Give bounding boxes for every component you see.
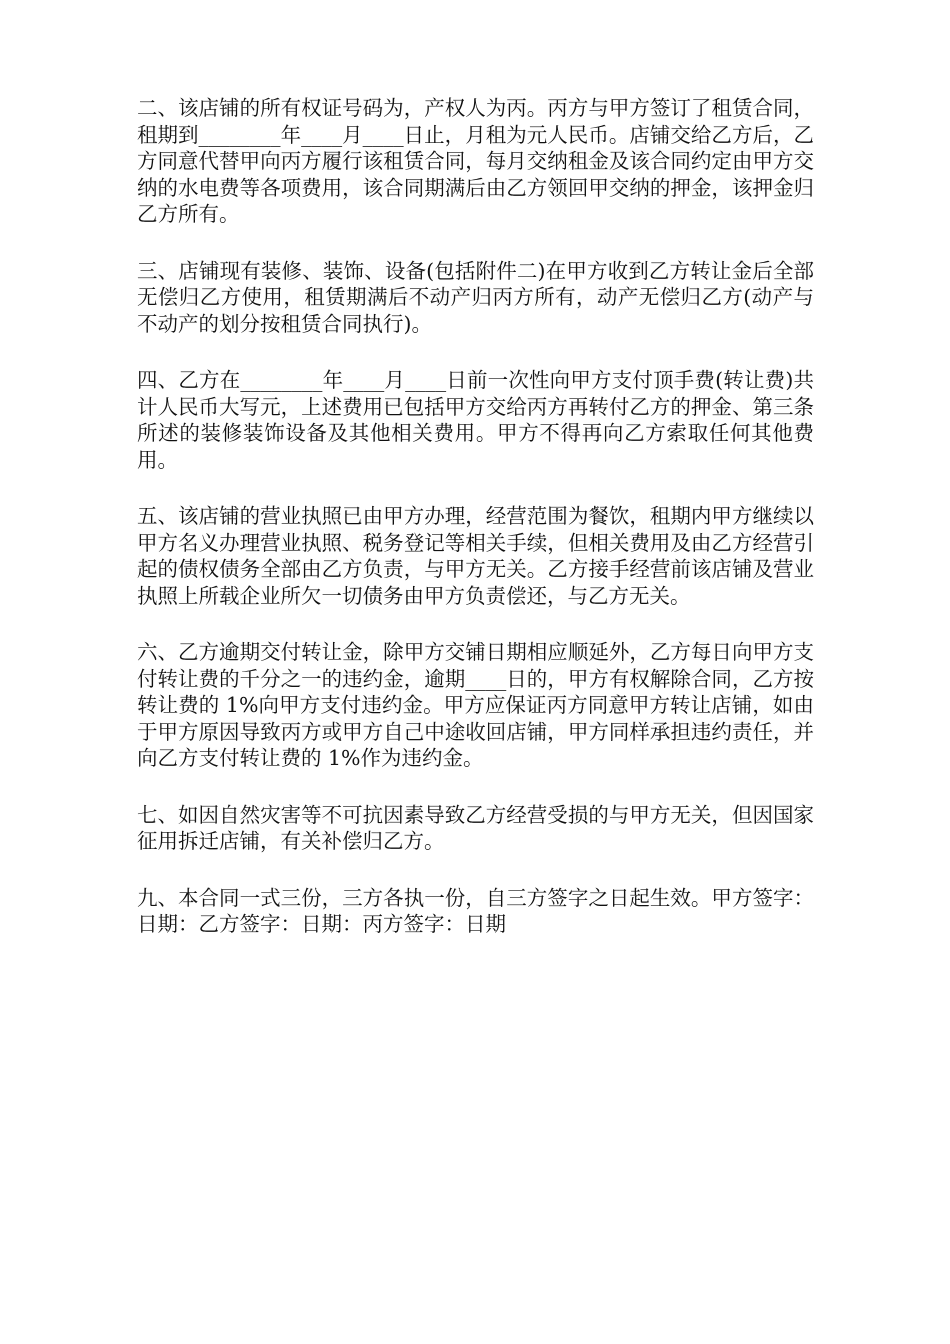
clause-7-paragraph: 七、如因自然灾害等不可抗因素导致乙方经营受损的与甲方无关，但因国家征用拆迁店铺，有关补偿归乙方。: [137, 802, 814, 853]
clause-4-paragraph: 四、乙方在________年____月____日前一次性向甲方支付顶手费(转让费)共计人民币大写元，上述费用已包括甲方交给丙方再转付乙方的押金、第三条所述的装修装饰设备及其他相关费用。甲方不得再向乙方索取任何其他费用。: [137, 368, 814, 472]
document-body: [137, 95, 814, 968]
clause-3-paragraph: 三、店铺现有装修、装饰、设备(包括附件二)在甲方收到乙方转让金后全部无偿归乙方使用，租赁期满后不动产归丙方所有，动产无偿归乙方(动产与不动产的划分按租赁合同执行)。: [137, 258, 814, 336]
clause-2-paragraph: 二、该店铺的所有权证号码为，产权人为丙。丙方与甲方签订了租赁合同，租期到________年____月____日止，月租为元人民币。店铺交给乙方后，乙方同意代替甲向丙方履行该租赁合同，每月交纳租金及该合同约定由甲方交纳的水电费等各项费用，该合同期满后由乙方领回甲交纳的押金，该押金归乙方所有。: [137, 96, 814, 226]
clause-5-paragraph: 五、该店铺的营业执照已由甲方办理，经营范围为餐饮，租期内甲方继续以甲方名义办理营业执照、税务登记等相关手续，但相关费用及由乙方经营引起的债权债务全部由乙方负责，与甲方无关。乙方接手经营前该店铺及营业执照上所载企业所欠一切债务由甲方负责偿还，与乙方无关。: [137, 504, 814, 608]
clause-6-paragraph: 六、乙方逾期交付转让金，除甲方交铺日期相应顺延外，乙方每日向甲方支付转让费的千分之一的违约金，逾期____日的，甲方有权解除合同，乙方按转让费的 1%向甲方支付违约金。甲方应保证丙方同意甲方转让店铺，如由于甲方原因导致丙方或甲方自己中途收回店铺，甲方同样承担违约责任，并向乙方支付转让费的 1%作为违约金。: [137, 640, 814, 770]
clause-9-paragraph: 九、本合同一式三份，三方各执一份，自三方签字之日起生效。甲方签字：日期：乙方签字：日期：丙方签字：日期: [137, 885, 814, 936]
